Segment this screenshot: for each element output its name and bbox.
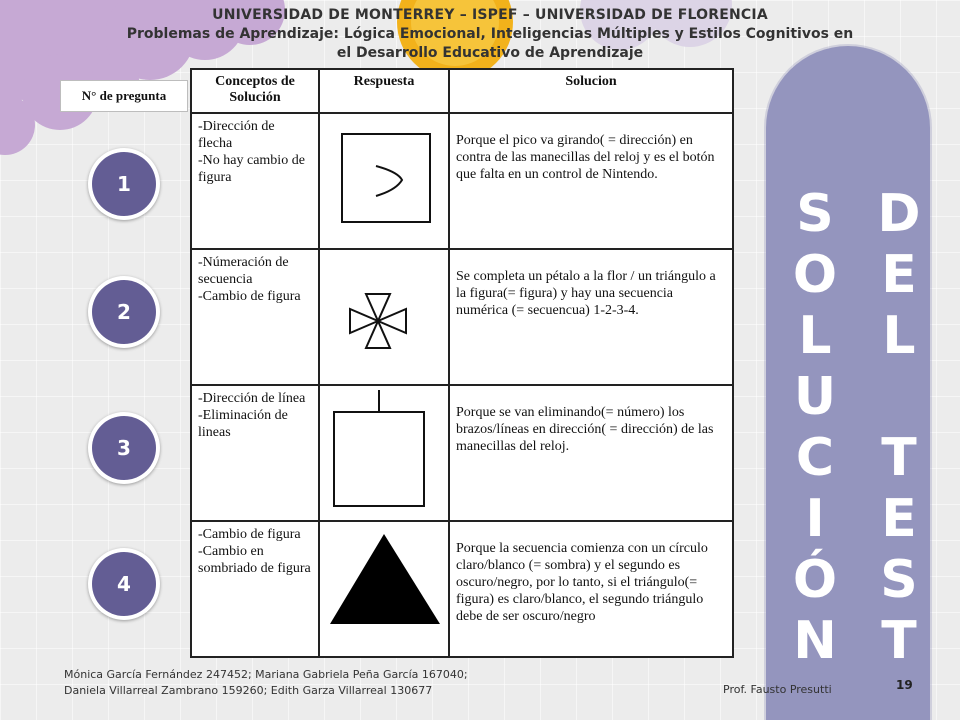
banner-letter: S (880, 550, 918, 610)
header-title: UNIVERSIDAD DE MONTERREY – ISPEF – UNIVERSIDAD DE FLORENCIA (212, 7, 768, 23)
question-number-2: 2 (92, 280, 156, 344)
solution-cell (449, 249, 733, 385)
table-row (191, 249, 733, 385)
footer-professor: Prof. Fausto Presutti (723, 683, 832, 696)
banner-letter: L (798, 306, 832, 366)
square-arrowhead-figure (320, 114, 450, 250)
banner-letter: N (793, 611, 837, 671)
column-header-concepts: Conceptos de Solución (191, 69, 319, 113)
question-number-header: N° de pregunta (60, 80, 188, 112)
solution-text: Se completa un pétalo a la flor / un triángulo a la figura(= figura) y hay una secuencia numérica (= secuencua) 1-2-3-4. (456, 269, 716, 318)
banner-letter: Ó (792, 550, 838, 610)
solution-text: Porque el pico va girando( = dirección) en contra de las manecillas del reloj y es el botón que falta en un control de Nintendo. (456, 133, 715, 182)
concept-cell (191, 249, 319, 385)
solution-cell (449, 521, 733, 657)
concept-cell (191, 521, 319, 657)
square-top-line-figure (320, 386, 450, 522)
solution-banner (766, 46, 930, 720)
solution-cell (449, 385, 733, 521)
table-row (191, 521, 733, 657)
table-row (191, 385, 733, 521)
banner-words-del-test (874, 184, 924, 674)
slide-header (120, 6, 860, 63)
banner-letter: E (881, 245, 917, 305)
footer-authors-line-1: Mónica García Fernández 247452; Mariana Gabriela Peña García 167040; (64, 668, 468, 681)
question-number-badge-1 (88, 148, 160, 220)
banner-letter: O (792, 245, 838, 305)
concept-cell (191, 385, 319, 521)
triangle-flower-figure (320, 250, 450, 386)
solution-text: Porque la secuencia comienza con un círculo claro/blanco (= sombra) y el segundo es oscuro/negro, por lo tanto, si el triángulo(= figura) es claro/blanco, el segundo triángulo debe de ser oscuro/negro (456, 541, 708, 624)
response-cell (319, 521, 449, 657)
banner-letter: S (796, 184, 834, 244)
question-number-1: 1 (92, 152, 156, 216)
solution-table (190, 68, 734, 658)
question-number-badge-4 (88, 548, 160, 620)
question-number-badge-3 (88, 412, 160, 484)
table-row (191, 113, 733, 249)
banner-letter: E (881, 489, 917, 549)
question-number-3: 3 (92, 416, 156, 480)
banner-letter: I (805, 489, 825, 549)
footer-authors (64, 667, 704, 699)
solution-cell (449, 113, 733, 249)
response-cell (319, 113, 449, 249)
response-cell (319, 385, 449, 521)
black-triangle-figure (320, 522, 450, 658)
table-header-row (191, 69, 733, 113)
banner-letter: T (881, 428, 917, 488)
column-header-response: Respuesta (319, 69, 449, 113)
concept-text: -Dirección de línea -Eliminación de lineas (198, 391, 306, 440)
banner-letter: C (795, 428, 835, 488)
question-number-badge-2 (88, 276, 160, 348)
concept-text: -Cambio de figura -Cambio en sombriado de figura (198, 527, 311, 576)
banner-letter: T (881, 611, 917, 671)
footer-authors-line-2: Daniela Villarreal Zambrano 159260; Edith Garza Villarreal 130677 (64, 684, 433, 697)
banner-letter: U (793, 367, 837, 427)
solution-text: Porque se van eliminando(= número) los brazos/líneas en dirección( = dirección) de las manecillas del reloj. (456, 405, 714, 454)
response-cell (319, 249, 449, 385)
banner-letter: L (882, 306, 916, 366)
banner-letter: D (877, 184, 921, 244)
concept-cell (191, 113, 319, 249)
question-number-4: 4 (92, 552, 156, 616)
page-number: 19 (896, 678, 913, 692)
column-header-solution: Solucion (449, 69, 733, 113)
concept-text: -Dirección de flecha -No hay cambio de figura (198, 119, 305, 185)
banner-word-solucion (790, 184, 840, 674)
header-subtitle: Problemas de Aprendizaje: Lógica Emocional, Inteligencias Múltiples y Estilos Cognitivos en el Desarrollo Educativo de Aprendizaje (126, 26, 854, 61)
concept-text: -Númeración de secuencia -Cambio de figura (198, 255, 301, 304)
